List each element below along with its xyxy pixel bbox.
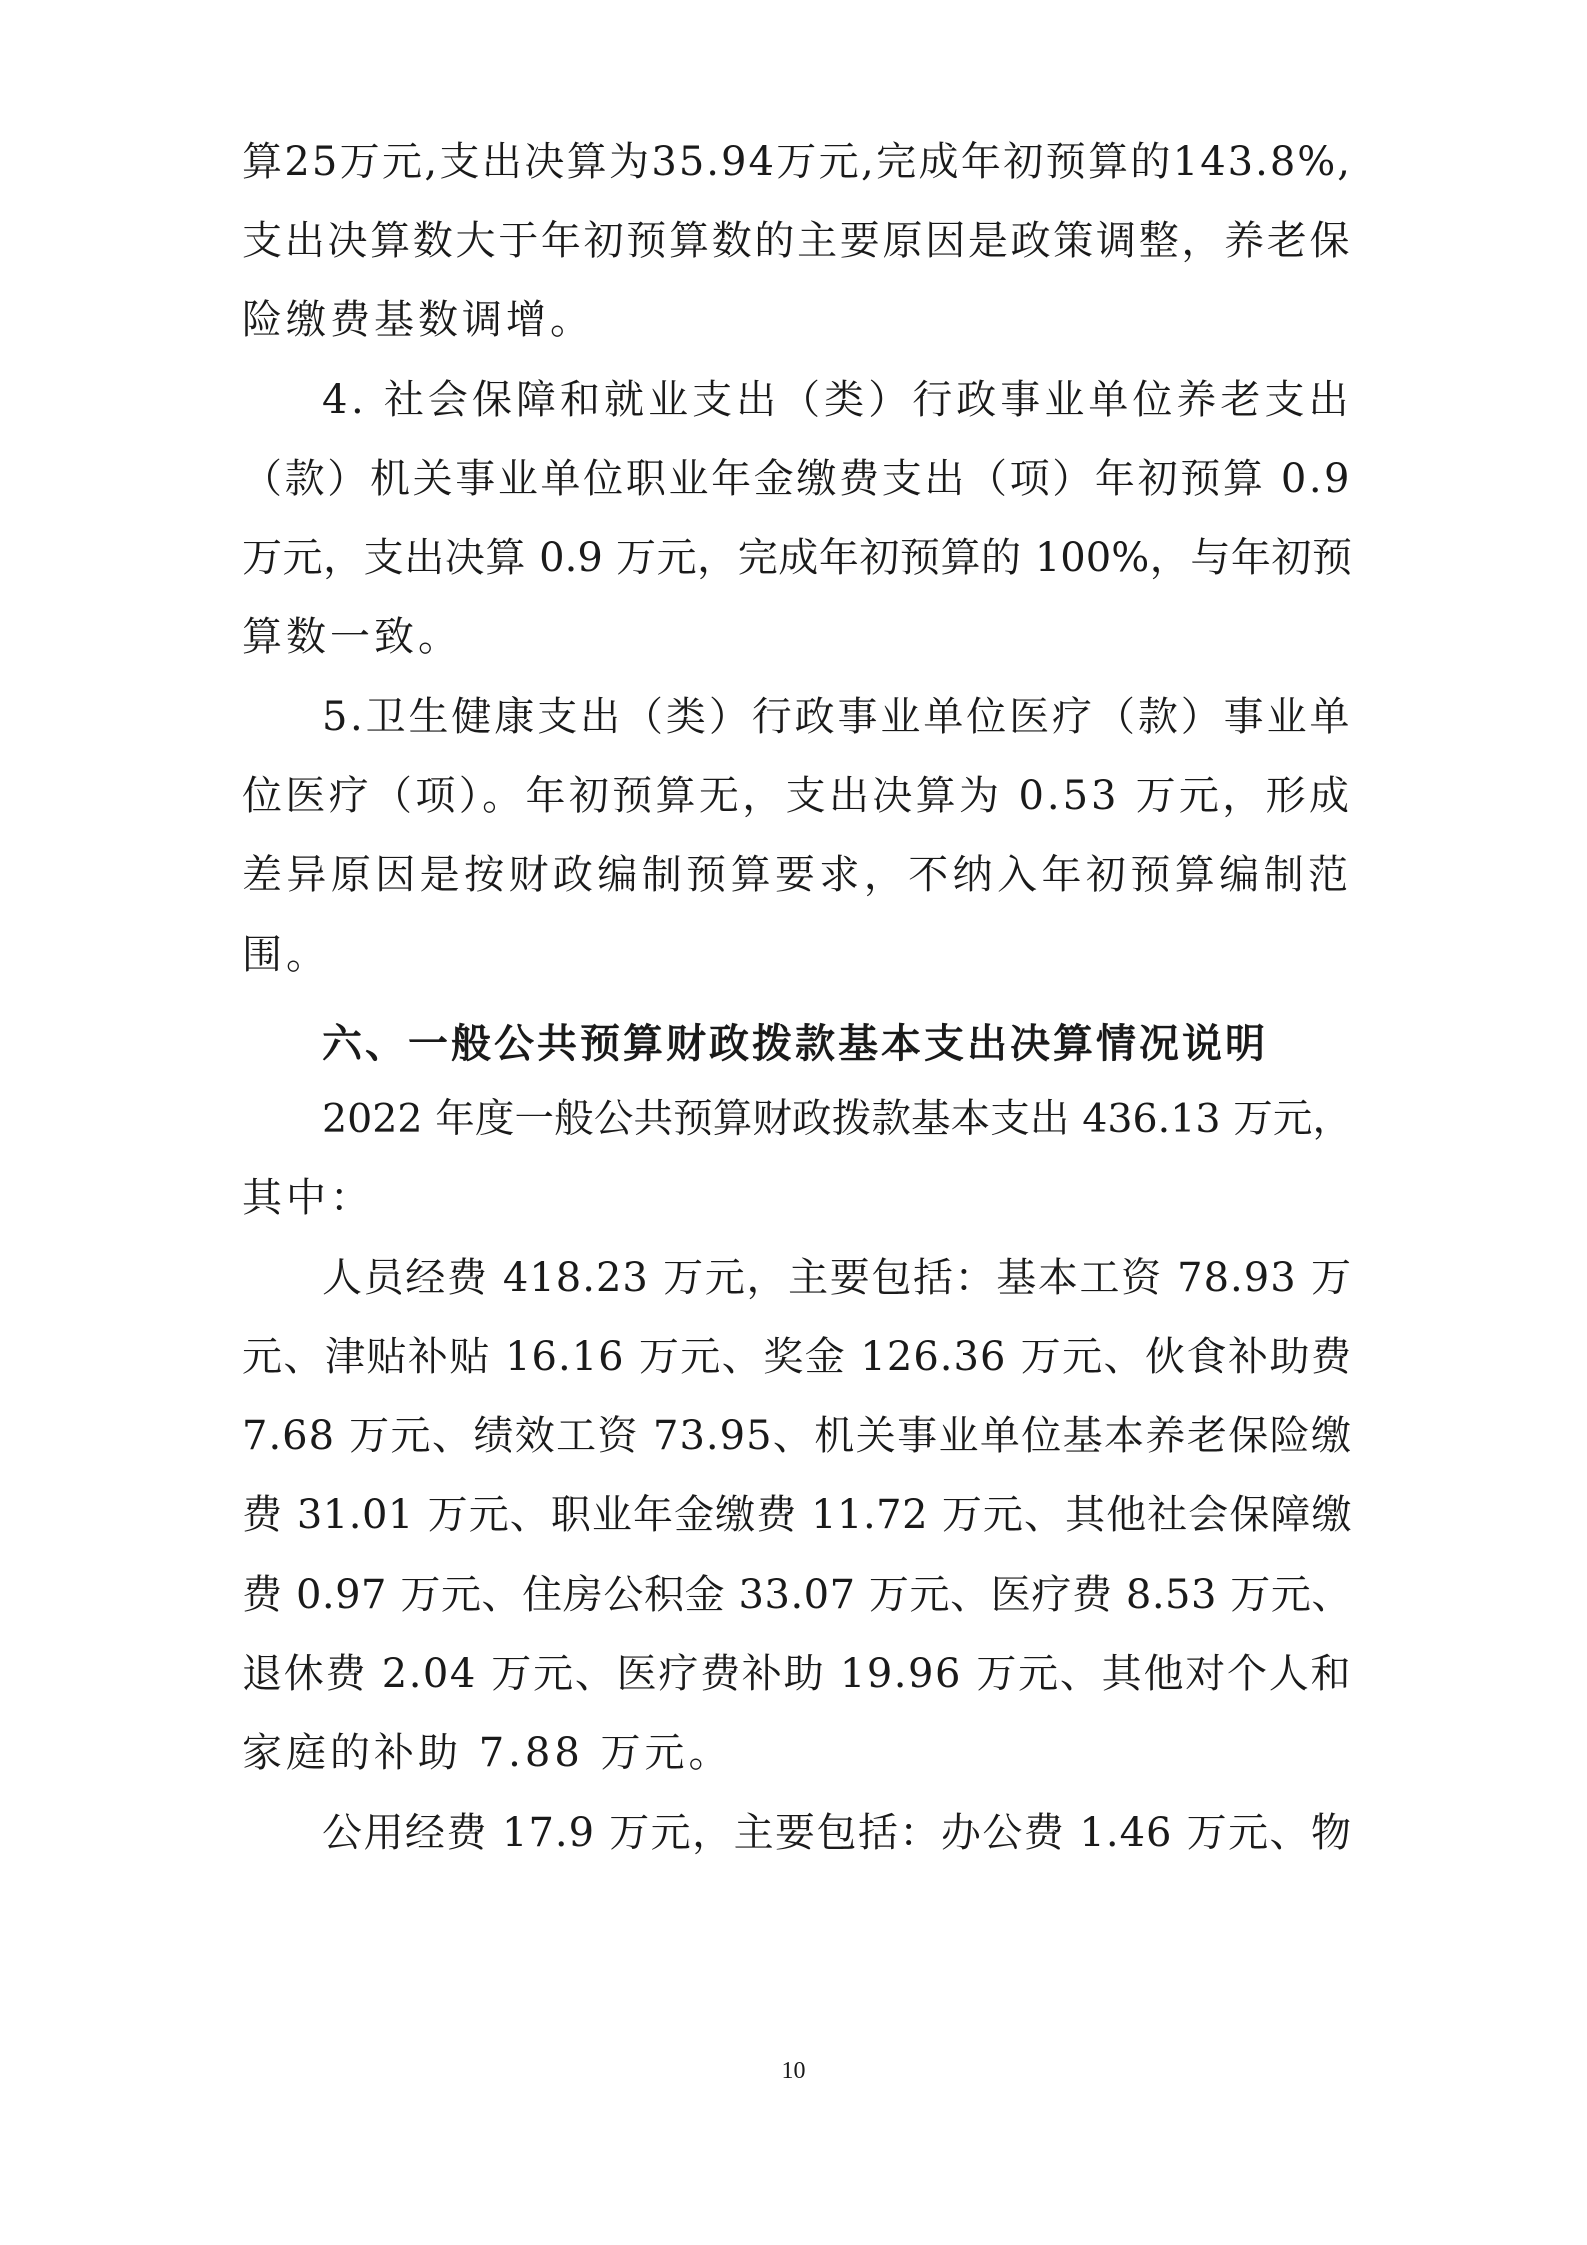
paragraph-line: 围。 [242, 932, 330, 978]
paragraph-line: 公用经费 17.9 万元，主要包括：办公费 1.46 万元、物 [322, 1810, 1352, 1856]
paragraph-line: 人员经费 418.23 万元，主要包括：基本工资 78.93 万 [322, 1255, 1352, 1301]
section-heading: 六、一般公共预算财政拨款基本支出决算情况说明 [322, 1021, 1268, 1067]
paragraph-line: （款）机关事业单位职业年金缴费支出（项）年初预算 0.9 [242, 456, 1352, 502]
page-number: 10 [781, 2058, 806, 2084]
paragraph-line: 费 31.01 万元、职业年金缴费 11.72 万元、其他社会保障缴 [242, 1492, 1352, 1538]
paragraph-line: 险缴费基数调增。 [242, 297, 594, 343]
paragraph-line: 位医疗（项）。年初预算无，支出决算为 0.53 万元，形成 [242, 773, 1352, 819]
paragraph-line: 元、津贴补贴 16.16 万元、奖金 126.36 万元、伙食补助费 [242, 1334, 1352, 1380]
paragraph-line: 支出决算数大于年初预算数的主要原因是政策调整，养老保 [242, 218, 1352, 264]
paragraph-line: 家庭的补助 7.88 万元。 [242, 1730, 733, 1776]
paragraph-line: 算25万元,支出决算为35.94万元,完成年初预算的143.8%, [242, 139, 1352, 185]
paragraph-line: 费 0.97 万元、住房公积金 33.07 万元、医疗费 8.53 万元、 [242, 1572, 1352, 1618]
paragraph-line: 2022 年度一般公共预算财政拨款基本支出 436.13 万元， [322, 1096, 1352, 1142]
paragraph-line: 其中： [242, 1175, 374, 1221]
paragraph-line: 4. 社会保障和就业支出（类）行政事业单位养老支出 [322, 377, 1352, 423]
paragraph-line: 5.卫生健康支出（类）行政事业单位医疗（款）事业单 [322, 694, 1352, 740]
paragraph-line: 万元，支出决算 0.9 万元，完成年初预算的 100%，与年初预 [242, 535, 1352, 581]
paragraph-line: 退休费 2.04 万元、医疗费补助 19.96 万元、其他对个人和 [242, 1651, 1352, 1697]
paragraph-line: 算数一致。 [242, 614, 462, 660]
paragraph-line: 差异原因是按财政编制预算要求，不纳入年初预算编制范 [242, 852, 1352, 898]
paragraph-line: 7.68 万元、绩效工资 73.95、机关事业单位基本养老保险缴 [242, 1413, 1352, 1459]
